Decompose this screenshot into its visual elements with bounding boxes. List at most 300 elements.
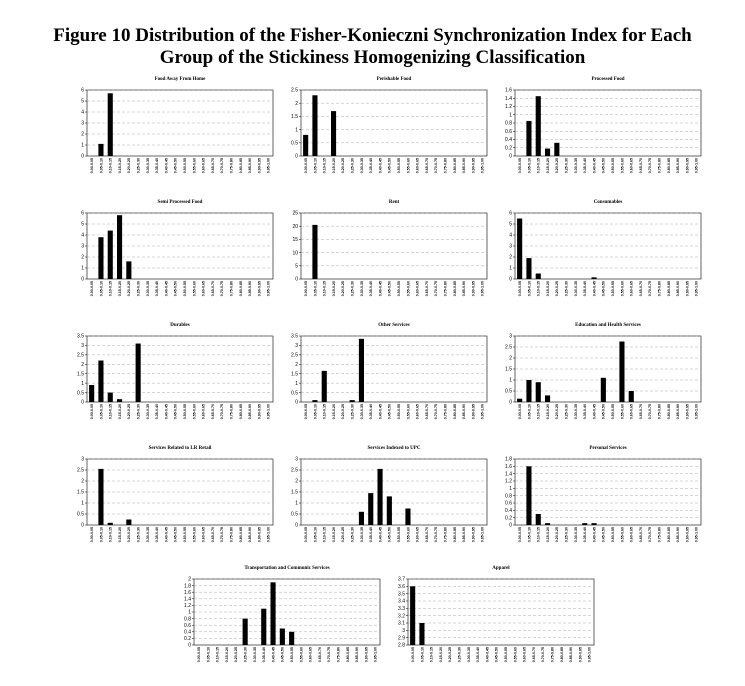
y-tick-label: 3.6 <box>398 584 405 591</box>
x-tick-label: 0.40-0.45 <box>378 404 383 420</box>
chart-panel <box>287 318 501 436</box>
bar <box>322 371 327 402</box>
x-tick-label: 0.20-0.25 <box>341 527 346 543</box>
x-tick-label: 0.35-0.40 <box>583 281 588 297</box>
y-tick-label: 1 <box>509 377 512 384</box>
x-tick-label: 0.05-0.10 <box>313 527 318 543</box>
y-tick-label: 0 <box>295 399 298 406</box>
x-tick-label: 0.50-0.55 <box>610 527 615 543</box>
x-tick-label: 0.95-1.00 <box>480 158 485 174</box>
y-tick-label: 3 <box>81 343 84 350</box>
y-tick-label: 0.2 <box>505 145 512 152</box>
x-tick-label: 0.30-0.35 <box>573 404 578 420</box>
x-tick-label: 0.50-0.55 <box>396 404 401 420</box>
x-tick-label: 0.55-0.60 <box>513 647 518 663</box>
x-tick-label: 0.85-0.90 <box>462 158 467 174</box>
x-tick-label: 0.55-0.60 <box>406 404 411 420</box>
x-tick-label: 0.45-0.50 <box>601 158 606 174</box>
chart-panel <box>501 72 715 190</box>
bar <box>89 385 94 402</box>
x-tick-label: 0.15-0.20 <box>117 281 122 297</box>
x-tick-label: 0.75-0.80 <box>443 404 448 420</box>
x-tick-label: 0.95-1.00 <box>266 404 271 420</box>
y-tick-label: 2 <box>81 478 84 485</box>
x-tick-label: 0.05-0.10 <box>313 281 318 297</box>
y-tick-label: 1.5 <box>505 366 512 373</box>
x-tick-label: 0.20-0.25 <box>341 281 346 297</box>
chart-title: Personal Services <box>589 446 627 451</box>
x-tick-label: 0.50-0.55 <box>182 158 187 174</box>
x-tick-label: 0.25-0.30 <box>564 281 569 297</box>
x-tick-label: 0.30-0.35 <box>145 527 150 543</box>
plot-frame <box>301 213 487 279</box>
x-tick-label: 0.40-0.45 <box>164 404 169 420</box>
x-tick-label: 0.05-0.10 <box>313 158 318 174</box>
plot-frame <box>301 336 487 402</box>
y-tick-label: 0 <box>509 276 512 283</box>
y-tick-label: 1.5 <box>77 489 84 496</box>
x-tick-label: 0.40-0.45 <box>592 281 597 297</box>
x-tick-label: 0.50-0.55 <box>396 158 401 174</box>
x-tick-label: 0.40-0.45 <box>592 158 597 174</box>
x-tick-label: 0.80-0.85 <box>238 404 243 420</box>
x-tick-label: 0.80-0.85 <box>452 404 457 420</box>
x-tick-label: 0.75-0.80 <box>229 281 234 297</box>
y-tick-label: 1.5 <box>77 371 84 378</box>
x-tick-label: 0.85-0.90 <box>676 527 681 543</box>
y-tick-label: 4 <box>81 232 84 239</box>
bar <box>126 261 131 279</box>
x-tick-label: 0.70-0.75 <box>220 404 225 420</box>
x-tick-label: 0.95-1.00 <box>694 281 699 297</box>
x-tick-label: 0.90-0.95 <box>471 158 476 174</box>
x-tick-label: 0.25-0.30 <box>350 158 355 174</box>
chart-svg <box>501 441 715 559</box>
y-tick-label: 2.5 <box>77 467 84 474</box>
x-tick-label: 0.20-0.25 <box>341 158 346 174</box>
y-tick-label: 2.9 <box>398 635 405 642</box>
y-tick-label: 2 <box>81 131 84 138</box>
chart-panel <box>501 318 715 436</box>
bar <box>410 586 415 645</box>
x-tick-label: 0.75-0.80 <box>443 527 448 543</box>
x-tick-label: 0.55-0.60 <box>406 158 411 174</box>
plot-frame <box>87 336 273 402</box>
x-tick-label: 0.25-0.30 <box>243 647 248 663</box>
y-tick-label: 0.4 <box>505 508 512 515</box>
x-tick-label: 0.35-0.40 <box>155 281 160 297</box>
x-tick-label: 0.80-0.85 <box>666 281 671 297</box>
bar <box>517 219 522 280</box>
x-tick-label: 0.50-0.55 <box>182 281 187 297</box>
y-tick-label: 1.4 <box>505 471 512 478</box>
x-tick-label: 0.70-0.75 <box>220 158 225 174</box>
x-tick-label: 0.45-0.50 <box>601 281 606 297</box>
x-tick-label: 0.55-0.60 <box>192 158 197 174</box>
x-tick-label: 0.35-0.40 <box>155 404 160 420</box>
x-tick-label: 0.65-0.70 <box>210 404 215 420</box>
y-tick-label: 5 <box>509 221 512 228</box>
x-tick-label: 0.90-0.95 <box>685 404 690 420</box>
chart-svg <box>287 195 501 313</box>
x-tick-label: 0.85-0.90 <box>462 281 467 297</box>
x-tick-label: 0.40-0.45 <box>485 647 490 663</box>
x-tick-label: 0.60-0.65 <box>629 404 634 420</box>
y-tick-label: 3.4 <box>398 598 405 605</box>
y-tick-label: 1 <box>81 265 84 272</box>
bar <box>536 96 541 156</box>
bar <box>136 344 141 402</box>
y-tick-label: 3 <box>509 243 512 250</box>
y-tick-label: 2.5 <box>291 352 298 359</box>
bar <box>331 111 336 156</box>
x-tick-label: 0.75-0.80 <box>336 647 341 663</box>
x-tick-label: 0.95-1.00 <box>480 281 485 297</box>
x-tick-label: 0.70-0.75 <box>648 527 653 543</box>
x-tick-label: 0.20-0.25 <box>448 647 453 663</box>
x-tick-label: 0.30-0.35 <box>573 527 578 543</box>
x-tick-label: 0.60-0.65 <box>201 527 206 543</box>
x-tick-label: 0.55-0.60 <box>192 281 197 297</box>
chart-title: Apparel <box>492 566 510 571</box>
y-tick-label: 0.8 <box>184 616 191 623</box>
x-tick-label: 0.25-0.30 <box>136 404 141 420</box>
bar <box>261 609 266 645</box>
bar <box>280 629 285 646</box>
x-tick-label: 0.30-0.35 <box>359 281 364 297</box>
x-tick-label: 0.00-0.05 <box>517 281 522 297</box>
y-tick-label: 4 <box>81 109 84 116</box>
x-tick-label: 0.80-0.85 <box>238 158 243 174</box>
y-tick-label: 2 <box>509 254 512 261</box>
x-tick-label: 0.20-0.25 <box>127 404 132 420</box>
x-tick-label: 0.15-0.20 <box>545 158 550 174</box>
x-tick-label: 0.50-0.55 <box>289 647 294 663</box>
x-tick-label: 0.60-0.65 <box>629 281 634 297</box>
x-tick-label: 0.65-0.70 <box>638 281 643 297</box>
x-tick-label: 0.55-0.60 <box>192 404 197 420</box>
y-tick-label: 0.5 <box>77 390 84 397</box>
x-tick-label: 0.45-0.50 <box>280 647 285 663</box>
y-tick-label: 0.2 <box>184 636 191 643</box>
y-tick-label: 1.5 <box>291 489 298 496</box>
x-tick-label: 0.35-0.40 <box>369 158 374 174</box>
x-tick-label: 0.80-0.85 <box>666 404 671 420</box>
bar <box>419 623 424 645</box>
x-tick-label: 0.55-0.60 <box>406 281 411 297</box>
x-tick-label: 0.40-0.45 <box>592 527 597 543</box>
y-tick-label: 1 <box>188 609 191 616</box>
bar <box>536 274 541 280</box>
x-tick-label: 0.85-0.90 <box>676 404 681 420</box>
x-tick-label: 0.75-0.80 <box>657 281 662 297</box>
bar <box>98 237 103 279</box>
y-tick-label: 2.5 <box>291 87 298 94</box>
plot-frame <box>515 459 701 525</box>
y-tick-label: 2 <box>81 254 84 261</box>
x-tick-label: 0.90-0.95 <box>471 527 476 543</box>
y-tick-label: 0 <box>295 522 298 529</box>
x-tick-label: 0.00-0.05 <box>196 647 201 663</box>
y-tick-label: 1.4 <box>184 596 191 603</box>
x-tick-label: 0.50-0.55 <box>610 404 615 420</box>
bar <box>303 135 308 156</box>
chart-title: Other Services <box>378 323 410 328</box>
x-tick-label: 0.35-0.40 <box>369 404 374 420</box>
y-tick-label: 2.5 <box>505 344 512 351</box>
x-tick-label: 0.75-0.80 <box>229 158 234 174</box>
y-tick-label: 3.5 <box>291 333 298 340</box>
x-tick-label: 0.00-0.05 <box>410 647 415 663</box>
x-tick-label: 0.75-0.80 <box>443 281 448 297</box>
chart-title: Services Indexed to UPC <box>367 446 421 451</box>
x-tick-label: 0.10-0.15 <box>108 527 113 543</box>
chart-panel <box>287 72 501 190</box>
y-tick-label: 2 <box>295 100 298 107</box>
x-tick-label: 0.95-1.00 <box>266 158 271 174</box>
x-tick-label: 0.30-0.35 <box>145 404 150 420</box>
y-tick-label: 0 <box>295 153 298 160</box>
x-tick-label: 0.80-0.85 <box>559 647 564 663</box>
x-tick-label: 0.45-0.50 <box>173 158 178 174</box>
x-tick-label: 0.90-0.95 <box>685 281 690 297</box>
x-tick-label: 0.35-0.40 <box>369 527 374 543</box>
y-tick-label: 0 <box>81 276 84 283</box>
x-tick-label: 0.70-0.75 <box>434 527 439 543</box>
x-tick-label: 0.95-1.00 <box>694 527 699 543</box>
x-tick-label: 0.10-0.15 <box>108 158 113 174</box>
chart-title: Education and Health Services <box>575 323 641 328</box>
x-tick-label: 0.55-0.60 <box>299 647 304 663</box>
x-tick-label: 0.05-0.10 <box>99 527 104 543</box>
bar <box>270 582 275 645</box>
x-tick-label: 0.50-0.55 <box>610 158 615 174</box>
x-tick-label: 0.65-0.70 <box>638 527 643 543</box>
x-tick-label: 0.30-0.35 <box>573 158 578 174</box>
x-tick-label: 0.15-0.20 <box>545 527 550 543</box>
x-tick-label: 0.10-0.15 <box>108 404 113 420</box>
chart-title: Transportation and Communic Services <box>244 566 330 571</box>
y-tick-label: 0.5 <box>291 511 298 518</box>
y-tick-label: 1.6 <box>184 589 191 596</box>
chart-panel <box>501 195 715 313</box>
x-tick-label: 0.20-0.25 <box>127 527 132 543</box>
x-tick-label: 0.70-0.75 <box>220 527 225 543</box>
y-tick-label: 0.4 <box>184 629 191 636</box>
x-tick-label: 0.75-0.80 <box>229 527 234 543</box>
chart-svg <box>73 72 287 190</box>
chart-title: Rent <box>388 200 400 205</box>
x-tick-label: 0.45-0.50 <box>387 158 392 174</box>
bar <box>350 400 355 402</box>
x-tick-label: 0.10-0.15 <box>322 281 327 297</box>
x-tick-label: 0.65-0.70 <box>424 404 429 420</box>
bar <box>526 121 531 156</box>
chart-title: Perishable Food <box>376 77 412 82</box>
chart-svg <box>73 441 287 559</box>
y-tick-label: 6 <box>509 210 512 217</box>
x-tick-label: 0.95-1.00 <box>266 527 271 543</box>
y-tick-label: 0.4 <box>505 137 512 144</box>
x-tick-label: 0.40-0.45 <box>378 527 383 543</box>
x-tick-label: 0.70-0.75 <box>648 158 653 174</box>
x-tick-label: 0.15-0.20 <box>331 281 336 297</box>
x-tick-label: 0.25-0.30 <box>564 527 569 543</box>
x-tick-label: 0.70-0.75 <box>434 404 439 420</box>
x-tick-label: 0.65-0.70 <box>424 158 429 174</box>
x-tick-label: 0.30-0.35 <box>145 281 150 297</box>
chart-svg <box>501 318 715 436</box>
x-tick-label: 0.30-0.35 <box>359 158 364 174</box>
x-tick-label: 0.40-0.45 <box>592 404 597 420</box>
x-tick-label: 0.55-0.60 <box>192 527 197 543</box>
x-tick-label: 0.15-0.20 <box>117 158 122 174</box>
bar <box>312 95 317 156</box>
x-tick-label: 0.85-0.90 <box>462 527 467 543</box>
x-tick-label: 0.25-0.30 <box>136 527 141 543</box>
x-tick-label: 0.45-0.50 <box>173 404 178 420</box>
bar <box>98 361 103 402</box>
x-tick-label: 0.85-0.90 <box>676 158 681 174</box>
x-tick-label: 0.30-0.35 <box>573 281 578 297</box>
x-tick-label: 0.90-0.95 <box>364 647 369 663</box>
x-tick-label: 0.85-0.90 <box>248 404 253 420</box>
y-tick-label: 2 <box>188 576 191 583</box>
y-tick-label: 25 <box>292 210 298 217</box>
x-tick-label: 0.05-0.10 <box>99 404 104 420</box>
x-tick-label: 0.60-0.65 <box>415 281 420 297</box>
bar <box>377 469 382 525</box>
y-tick-label: 3.7 <box>398 576 405 583</box>
bar <box>117 215 122 279</box>
bar <box>582 523 587 525</box>
bar <box>554 143 559 156</box>
x-tick-label: 0.40-0.45 <box>271 647 276 663</box>
x-tick-label: 0.70-0.75 <box>648 281 653 297</box>
y-tick-label: 0 <box>81 522 84 529</box>
y-tick-label: 1.5 <box>291 371 298 378</box>
x-tick-label: 0.00-0.05 <box>89 527 94 543</box>
x-tick-label: 0.25-0.30 <box>350 527 355 543</box>
x-tick-label: 0.90-0.95 <box>257 281 262 297</box>
bar <box>629 391 634 402</box>
x-tick-label: 0.75-0.80 <box>229 404 234 420</box>
x-tick-label: 0.65-0.70 <box>317 647 322 663</box>
x-tick-label: 0.85-0.90 <box>355 647 360 663</box>
x-tick-label: 0.95-1.00 <box>266 281 271 297</box>
bar <box>359 339 364 402</box>
y-tick-label: 6 <box>81 87 84 94</box>
x-tick-label: 0.95-1.00 <box>694 404 699 420</box>
x-tick-label: 0.85-0.90 <box>676 281 681 297</box>
y-tick-label: 3.1 <box>398 620 405 627</box>
chart-svg <box>501 72 715 190</box>
x-tick-label: 0.15-0.20 <box>545 281 550 297</box>
x-tick-label: 0.25-0.30 <box>350 404 355 420</box>
y-tick-label: 2.5 <box>291 467 298 474</box>
x-tick-label: 0.60-0.65 <box>629 158 634 174</box>
chart-panel <box>73 72 287 190</box>
y-tick-label: 0.5 <box>291 390 298 397</box>
y-tick-label: 2.5 <box>77 352 84 359</box>
figure-title-line-1: Figure 10 Distribution of the Fisher-Konieczni Synchronization Index for Each <box>53 25 692 46</box>
chart-panel <box>394 561 608 681</box>
x-tick-label: 0.50-0.55 <box>610 281 615 297</box>
bar <box>387 496 392 525</box>
x-tick-label: 0.20-0.25 <box>341 404 346 420</box>
x-tick-label: 0.75-0.80 <box>657 158 662 174</box>
x-tick-label: 0.30-0.35 <box>252 647 257 663</box>
x-tick-label: 0.10-0.15 <box>322 158 327 174</box>
x-tick-label: 0.15-0.20 <box>117 527 122 543</box>
y-tick-label: 0 <box>509 399 512 406</box>
x-tick-label: 0.30-0.35 <box>359 404 364 420</box>
x-tick-label: 0.20-0.25 <box>234 647 239 663</box>
y-tick-label: 1.8 <box>184 583 191 590</box>
x-tick-label: 0.85-0.90 <box>569 647 574 663</box>
bar <box>368 493 373 525</box>
x-tick-label: 0.35-0.40 <box>369 281 374 297</box>
x-tick-label: 0.60-0.65 <box>415 404 420 420</box>
y-tick-label: 0.6 <box>505 500 512 507</box>
chart-svg <box>73 318 287 436</box>
x-tick-label: 0.30-0.35 <box>466 647 471 663</box>
x-tick-label: 0.50-0.55 <box>503 647 508 663</box>
y-tick-label: 2.8 <box>398 642 405 649</box>
bar <box>108 523 113 525</box>
y-tick-label: 1 <box>509 112 512 119</box>
x-tick-label: 0.30-0.35 <box>359 527 364 543</box>
y-tick-label: 5 <box>295 263 298 270</box>
bar <box>117 399 122 402</box>
x-tick-label: 0.60-0.65 <box>201 158 206 174</box>
x-tick-label: 0.35-0.40 <box>155 158 160 174</box>
chart-svg <box>501 195 715 313</box>
x-tick-label: 0.45-0.50 <box>494 647 499 663</box>
y-tick-label: 3 <box>81 243 84 250</box>
x-tick-label: 0.45-0.50 <box>387 404 392 420</box>
y-tick-label: 1 <box>295 127 298 134</box>
x-tick-label: 0.45-0.50 <box>601 404 606 420</box>
y-tick-label: 0.8 <box>505 493 512 500</box>
y-tick-label: 0 <box>295 276 298 283</box>
chart-svg <box>394 561 608 681</box>
y-tick-label: 0 <box>188 642 191 649</box>
x-tick-label: 0.00-0.05 <box>517 404 522 420</box>
x-tick-label: 0.10-0.15 <box>215 647 220 663</box>
y-tick-label: 0.6 <box>505 128 512 135</box>
x-tick-label: 0.85-0.90 <box>248 158 253 174</box>
x-tick-label: 0.50-0.55 <box>396 281 401 297</box>
x-tick-label: 0.55-0.60 <box>620 527 625 543</box>
chart-title: Consumables <box>593 200 623 205</box>
chart-title: Durables <box>170 323 190 328</box>
x-tick-label: 0.05-0.10 <box>527 404 532 420</box>
x-tick-label: 0.10-0.15 <box>536 404 541 420</box>
x-tick-label: 0.70-0.75 <box>648 404 653 420</box>
x-tick-label: 0.15-0.20 <box>224 647 229 663</box>
plot-frame <box>408 579 594 645</box>
x-tick-label: 0.00-0.05 <box>303 404 308 420</box>
x-tick-label: 0.75-0.80 <box>657 527 662 543</box>
y-tick-label: 0.5 <box>291 140 298 147</box>
x-tick-label: 0.60-0.65 <box>308 647 313 663</box>
x-tick-label: 0.85-0.90 <box>248 527 253 543</box>
bar <box>126 520 131 526</box>
y-tick-label: 0.8 <box>505 120 512 127</box>
bar <box>312 400 317 402</box>
x-tick-label: 0.55-0.60 <box>406 527 411 543</box>
